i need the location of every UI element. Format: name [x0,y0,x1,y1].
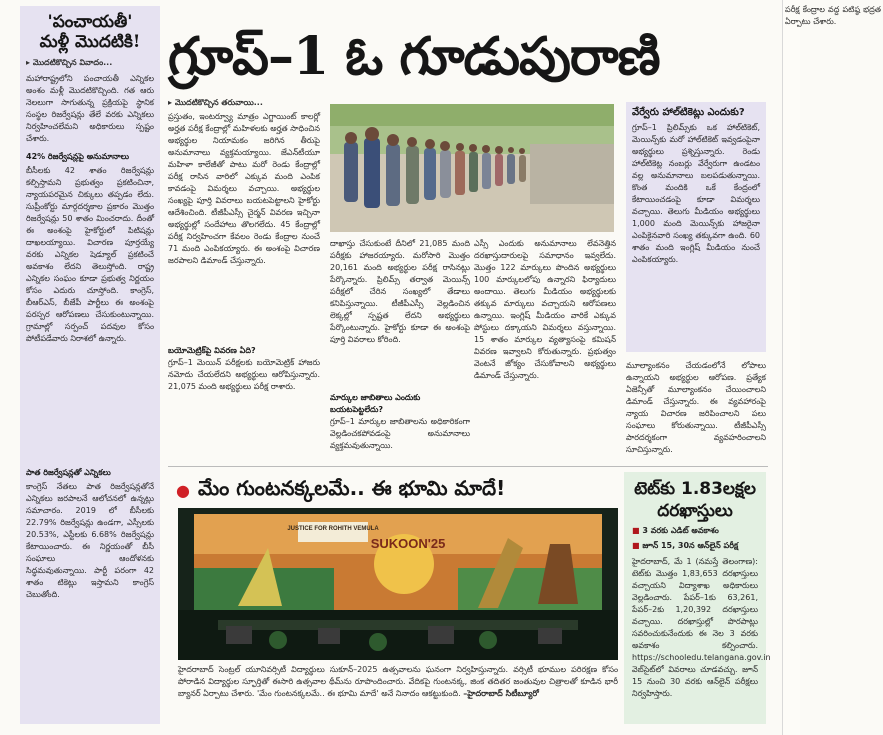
event-photo-caption [178,664,618,724]
left-paragraph-2: బీసీలకు 42 శాతం రిజర్వేషన్లు కల్పిస్తామని ప్రభుత్వం ప్రకటించినా, న్యాయపరమైన చిక్కులు తప్పడం లేదు. సుప్రీంకోర్టు మార్గదర్శకాల ప్రకారం మొత్తం రిజర్వేషన్లు 50 శాతం మించరాదు. దీంతో ఈ అంశంపై హైకోర్టులో పిటిషన్లు దాఖలయ్యాయి. విచారణ పూర్తయ్యే వరకు ఎన్నికల షెడ్యూల్ ప్రకటించే అవకాశం లేదని తెలుస్తోంది. రాష్ట్ర ఎన్నికల సంఘం కూడా ప్రభుత్వ నిర్ణయం కోసం ఎదురు చూస్తోంది. కాంగ్రెస్, బీఆర్ఎస్, బీజేపీ పార్టీలు ఈ అంశంపై పరస్పర ఆరోపణలు చేసుకుంటున్నాయి. గ్రామాల్లో సర్పంచ్ పదవుల కోసం పోటీపడేవారు నిరాశలో ఉన్నారు. [26,166,154,343]
main-col2-text: దాఖాస్తు చేసుకుంటే దీనిలో 21,085 మంది పరీక్షకు హాజరయ్యారు. మరోసారి మొత్తం 20,161 మంది అభ్యర్థుల పరీక్ష రాసినట్లు పేర్కొన్నారు. ప్రిలిమ్స్ తర్వాత మెయిన్స్ పరీక్షలో చేరిన సంఖ్యలో తేడాలు కనిపిస్తున్నాయి. టీజీపీఎస్సీ వెల్లడించిన లెక్కల్లో స్పష్టత లేదని అభ్యర్థులు పేర్కొంటున్నారు. హైకోర్టు కూడా ఈ అంశంపై పూర్తి వివరాలు కోరింది. [330,239,470,344]
main-sub-text: మొదటికొచ్చిన తరువాయి... [174,98,263,107]
main-col2b-text: గ్రూప్–1 మార్కుల జాబితాలను అధికారికంగా వెల్లడించకపోవడంపై అనుమానాలు వ్యక్తమవుతున్నాయి. [330,417,470,450]
main-col1-text: ప్రస్తుతం, ఇంటర్వ్యూ మాత్రం ఎగ్జాయింట్ కాలర్లో అర్హత పరీక్ష కేంద్రాల్లో మహిళలకు అర్హత సాధించిన అభ్యర్థుల నియామకం జరిగిన తీరుపై అనుమానాలు వ్యక్తమయ్యాయి. జేఎన్‌టీయూ మహిళా కాలేజీతో పాటు మరో రెండు కేంద్రాల్లో పరీక్ష రాసిన వారిలో ఎక్కువ మంది ఎంపిక కావడంపై విమర్శలు వచ్చాయి. అభ్యర్థుల సంఖ్యపై పూర్తి వివరాలు బయటపెట్టాలని హైకోర్టు ఆదేశించింది. టీజీపీఎస్సీ చైర్మన్ వివరణ ఇచ్చినా అభ్యర్థుల్లో సందేహాలు తొలగలేదు. 45 కేంద్రాల్లో పరీక్ష నిర్వహించగా కేవలం రెండు కేంద్రాల నుంచే 71 మంది ఎంపికయ్యారు. ఈ అంశంపై విచారణ జరపాలని డిమాండ్ చేస్తున్నారు. [168,112,320,265]
left-section-heading-2: పాత రిజర్వేషన్లతో ఎన్నికలు [26,468,111,477]
tet-applications-box [624,472,771,724]
tet-body-text: హైదరాబాద్, మే 1 (నమస్తే తెలంగాణ): టెట్‌కు మొత్తం 1,83,653 దరఖాస్తులు వచ్చాయని విద్యాశాఖ అధికారులు వెల్లడించారు. పేపర్–1కు 63,261, పేపర్–2కు 1,20,392 దరఖాస్తులు వచ్చాయి. దరఖాస్తుల్లో పొరపాట్లు సవరించుకునేందుకు ఈ నెల 3 వరకు అవకాశం కల్పించారు. https://schooledu.telangana.gov.in వెబ్‌సైట్‌లో వివరాలు చూడవచ్చు. జూన్ 15 నుంచి 30 వరకు ఆన్‌లైన్ పరీక్షలు నిర్వహిస్తారు. [632,557,771,698]
tet-headline [632,478,758,522]
banner-left-text [287,526,379,532]
left-article-subhead [20,56,160,71]
tet-bullet-2 [632,540,758,552]
hall-ticket-sidebar [626,102,766,352]
edge-text: పరీక్ష కేంద్రాల వద్ద పటిష్ఠ భద్రత ఏర్పాటు చేశారు. [785,5,881,26]
bottom-article-headline [176,476,616,504]
tet-bullet-1-text: 3 వరకు ఎడిట్ అవకాశం [642,526,719,535]
exam-queue-photo [330,104,614,232]
tet-headline-line2: దరఖాస్తులు [657,501,733,521]
square-bullet-icon: ■ [632,526,643,535]
main-subheading-marks: మార్కుల జాబితాలు ఎందుకు బయటపెట్టలేదు? [330,393,421,414]
bottom-headline-text: మేం గుంటనక్కలమే.. ఈ భూమి మాదే! [197,475,506,500]
main-subheading-biometric: బయోమెట్రిక్‌పై వివరణ ఏది? [168,346,256,355]
tet-headline-line1: టెట్‌కు 1.83లక్షల [634,479,756,499]
exam-queue-illustration [330,104,614,232]
main-headline: గ్రూప్–1 ఓ గూడుపురాణి [168,26,660,87]
main-article-column-2 [330,238,470,460]
main-article-column-1 [168,98,320,460]
right-lower-text [626,360,766,460]
tet-bullet-1 [632,525,758,537]
left-paragraph-3: కాంగ్రెస్ నేతలు పాత రిజర్వేషన్లతోనే ఎన్నికలు జరపాలనే ఆలోచనలో ఉన్నట్లు సమాచారం. 2019 లో బీసీలకు 22.79% రిజర్వేషన్లు ఉండగా, ఎస్సీలకు 20.53%, ఎస్టీలకు 6.68% రిజర్వేషన్లు కేటాయించారు. ఈ నిర్ణయంతో బీసీ సంఘాలు ఆందోళనకు సిద్ధమవుతున్నాయి. పార్టీ పరంగా 42 శాతం టికెట్లు ఇస్తామని కాంగ్రెస్ చెబుతోంది. [26,482,154,599]
left-column-article [20,6,160,724]
triangle-bullet-icon: ▸ [26,58,33,67]
left-paragraph-1: మహారాష్ట్రలోని పంచాయతీ ఎన్నికల అంశం మళ్లీ మొదటికొచ్చింది. గత ఆరు నెలలుగా సాగుతున్న ప్రక్రియపై స్థానిక సంస్థల రిజర్వేషన్లు తేలే వరకు ఎన్నికలు నిర్వహించలేమని అధికారులు స్పష్టం చేశారు. [26,74,154,143]
hall-ticket-heading: వేర్వేరు హాల్‌టికెట్లు ఎందుకు? [632,107,745,118]
left-article-headline [20,6,160,56]
red-dot-icon: ● [176,480,190,500]
banner-title: SUKOON'25 [370,536,446,551]
sukoon-event-photo [178,508,618,660]
left-sub-text: మొదటికొచ్చిన వివాదం... [32,58,113,67]
hall-ticket-text: గ్రూప్–1 ప్రిలిమ్స్‌కు ఒక హాల్‌టికెట్, మెయిన్స్‌కు మరో హాల్‌టికెట్ ఇవ్వడంపైనా అభ్యర్థులు ప్రశ్నిస్తున్నారు. రెండు హాల్‌టికెట్ల నంబర్లు వేర్వేరుగా ఉండటం వల్ల అనుమానాలు బలపడుతున్నాయి. కొంత మందికి ఒకే కేంద్రంలో కేటాయించడంపై కూడా విమర్శలు వచ్చాయి. తెలుగు మీడియం అభ్యర్థులు 1,000 మంది మెయిన్స్‌కు హాజరైనా ఎంపికైనవారి సంఖ్య తక్కువగా ఉంది. 60 శాతం మంది ఇంగ్లిష్ మీడియం నుంచే ఎంపికయ్యారు. [632,123,760,264]
right-lower-paragraph: మూల్యాంకనం చేయడంలోనే లోపాలు ఉన్నాయని అభ్యర్థుల ఆరోపణ. ప్రత్యేక ఏజెన్సీతో మూల్యాంకనం చేయించాలని డిమాండ్ చేస్తున్నారు. ఈ వ్యవహారంపై న్యాయ విచారణ జరిపించాలని పలు సంఘాలు కోరుతున్నాయి. టీజీపీఎస్సీ పారదర్శకంగా వ్యవహరించాలని సూచిస్తున్నారు. [626,361,766,454]
tet-bullet-2-text: జూన్ 15, 30న ఆన్‌లైన్ పరీక్ష [642,541,739,550]
adjacent-page-edge [782,0,881,735]
left-section-heading-1: 42% రిజర్వేషన్లపై అనుమానాలు [26,152,130,161]
caption-text: హైదరాబాద్ సెంట్రల్ యూనివర్సిటీ విద్యార్థులు సుకూన్–2025 ఉత్సవాలను ఘనంగా నిర్వహిస్తున్నారు. వర్సిటీ భూముల పరిరక్షణ కోసం పోరాడిన విద్యార్థుల స్ఫూర్తితో ఈసారి ఉత్సవాల థీమ్‌ను రూపొందించారు. వేదికపై గుంటనక్క, జింక తదితర జంతువుల చిత్రాలతో కూడిన భారీ బ్యానర్ ఏర్పాటు చేశారు. 'మేం గుంటనక్కలమే.. ఈ భూమి మాదే' అనే నినాదం ఆకట్టుకుంది. [178,665,618,698]
caption-credit: –హైదరాబాద్ సిటీబ్యూరో [463,689,539,698]
main-col1b-text: గ్రూప్–1 మెయిన్ పరీక్షలకు బయోమెట్రిక్ హాజరు నమోదు చేయలేదని అభ్యర్థులు ఆరోపిస్తున్నారు. 21,075 మంది అభ్యర్థులు పరీక్ష రాశారు. [168,358,320,391]
triangle-bullet-icon: ▸ [168,98,175,107]
main-article-column-3 [474,238,616,460]
sukoon-stage-illustration [178,508,618,660]
section-divider [168,466,768,467]
left-headline-line1: 'పంచాయతీ' [47,12,133,32]
main-col3-text: ఎస్సీ ఎందుకు అనుమానాలు లేవనెత్తిన దరఖాస్తుదారులపై సమాధానం ఇవ్వలేదు. మొత్తం 122 మార్కులు పొందిన అభ్యర్థులు 100 మార్కులలోపు ఉన్నారని ఫిర్యాదులు అందాయి. తెలుగు మీడియం అభ్యర్థులకు తక్కువ మార్కులు వచ్చాయని ఆరోపణలు ఉన్నాయి. ఇంగ్లిష్ మీడియం వారికే ఎక్కువ పోస్టులు దక్కాయని విమర్శలు వస్తున్నాయి. 15 శాతం మార్కుల వ్యత్యాసంపై కమిషన్ వివరణ ఇవ్వాలని కోరుతున్నారు. ప్రభుత్వం వెంటనే జోక్యం చేసుకోవాలని అభ్యర్థులు డిమాండ్ చేస్తున్నారు. [474,239,616,380]
banner-left-label: JUSTICE FOR ROHITH VEMULA [287,526,379,532]
square-bullet-icon: ■ [632,541,643,550]
main-article-subhead [168,98,320,111]
left-headline-line2: మళ్లీ మొదటికి! [39,32,141,52]
